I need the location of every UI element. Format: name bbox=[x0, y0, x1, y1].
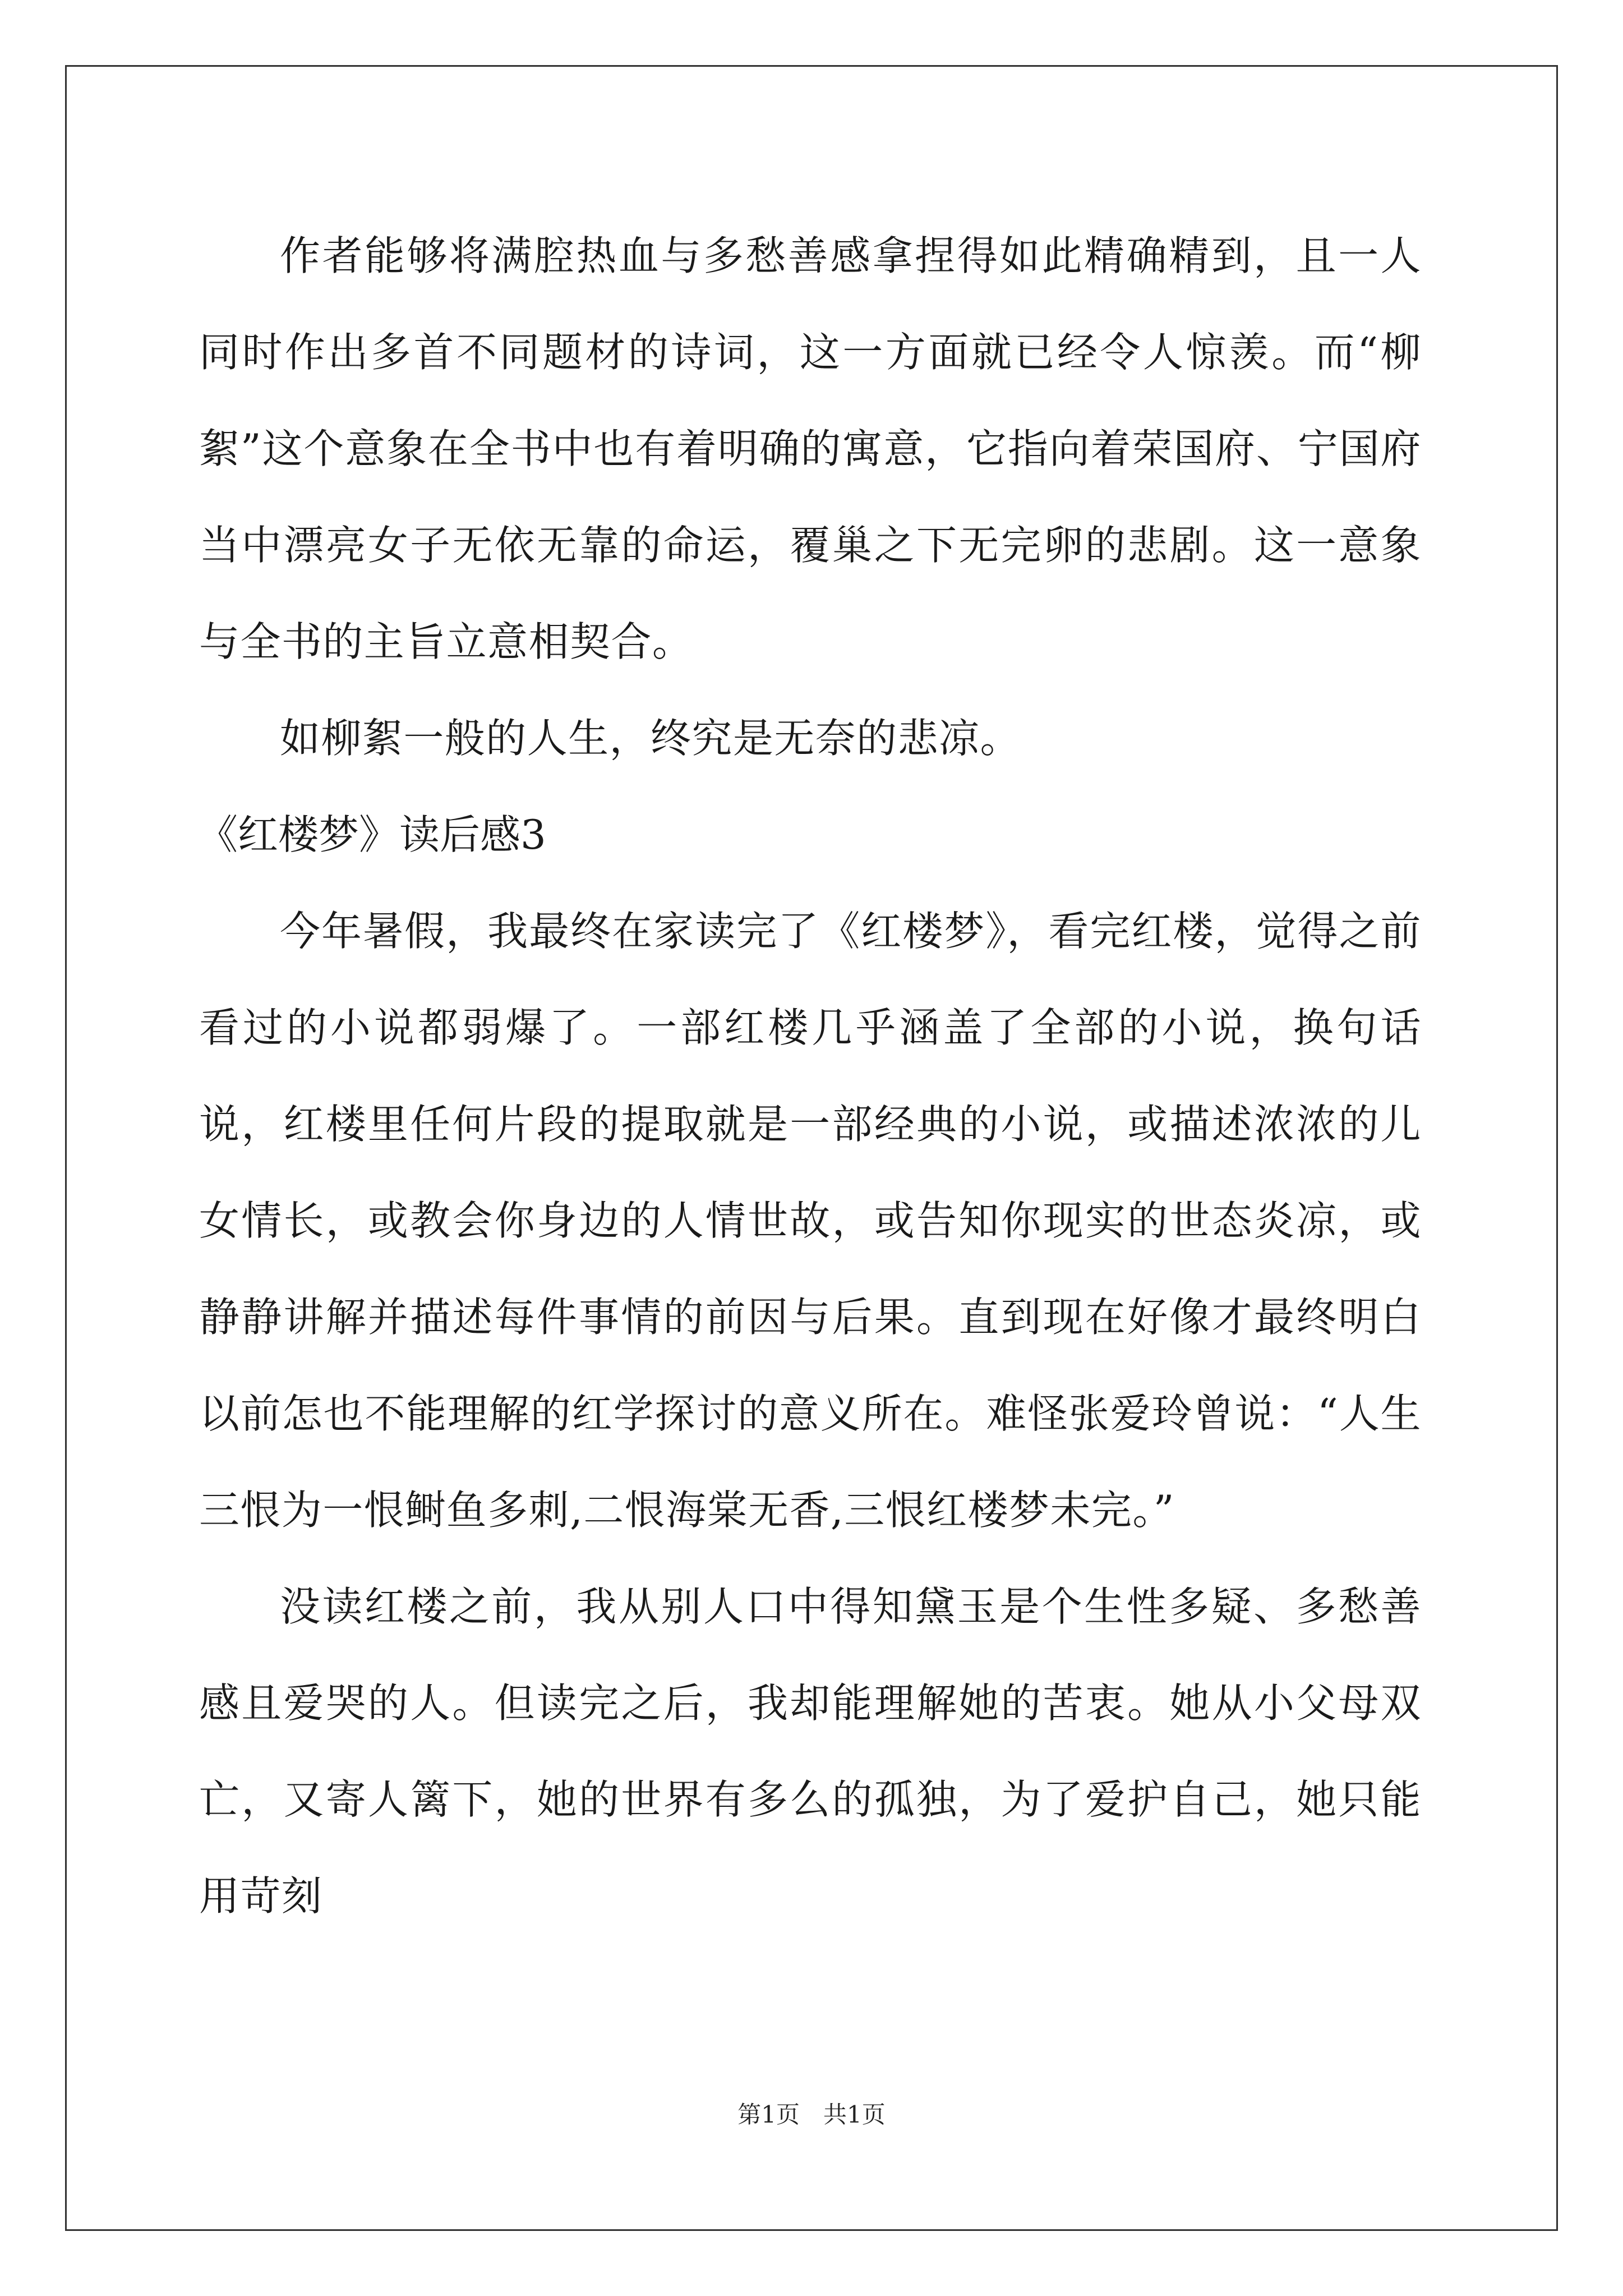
document-body bbox=[199, 208, 1422, 1944]
section-heading: 《红楼梦》读后感3 bbox=[197, 811, 546, 858]
paragraph-3: 今年暑假，我最终在家读完了《红楼梦》，看完红楼，觉得之前看过的小说都弱爆了。一部红楼几乎涵盖了全部的小说，换句话说，红楼里任何片段的提取就是一部经典的小说，或描述浓浓的儿女情长，或教会你身边的人情世故，或告知你现实的世态炎凉，或静静讲解并描述每件事情的前因与后果。直到现在好像才最终明白以前怎也不能理解的红学探讨的意义所在。难怪张爱玲曾说：“人生三恨为一恨鲥鱼多刺,二恨海棠无香,三恨红楼梦未完。” bbox=[199, 908, 1422, 1534]
paragraph-2: 如柳絮一般的人生，终究是无奈的悲凉。 bbox=[280, 715, 1021, 762]
page-footer: 第1页 共1页 bbox=[737, 2101, 886, 2128]
paragraph-1: 作者能够将满腔热血与多愁善感拿捏得如此精确精到，且一人同时作出多首不同题材的诗词，这一方面就已经令人惊羡。而“柳絮”这个意象在全书中也有着明确的寓意，它指向着荣国府、宁国府当中漂亮女子无依无靠的命运，覆巢之下无完卵的悲剧。这一意象与全书的主旨立意相契合。 bbox=[199, 232, 1422, 665]
paragraph-4: 没读红楼之前，我从别人口中得知黛玉是个生性多疑、多愁善感且爱哭的人。但读完之后，我却能理解她的苦衷。她从小父母双亡，又寄人篱下，她的世界有多么的孤独，为了爱护自己，她只能用苛刻 bbox=[199, 1583, 1422, 1920]
